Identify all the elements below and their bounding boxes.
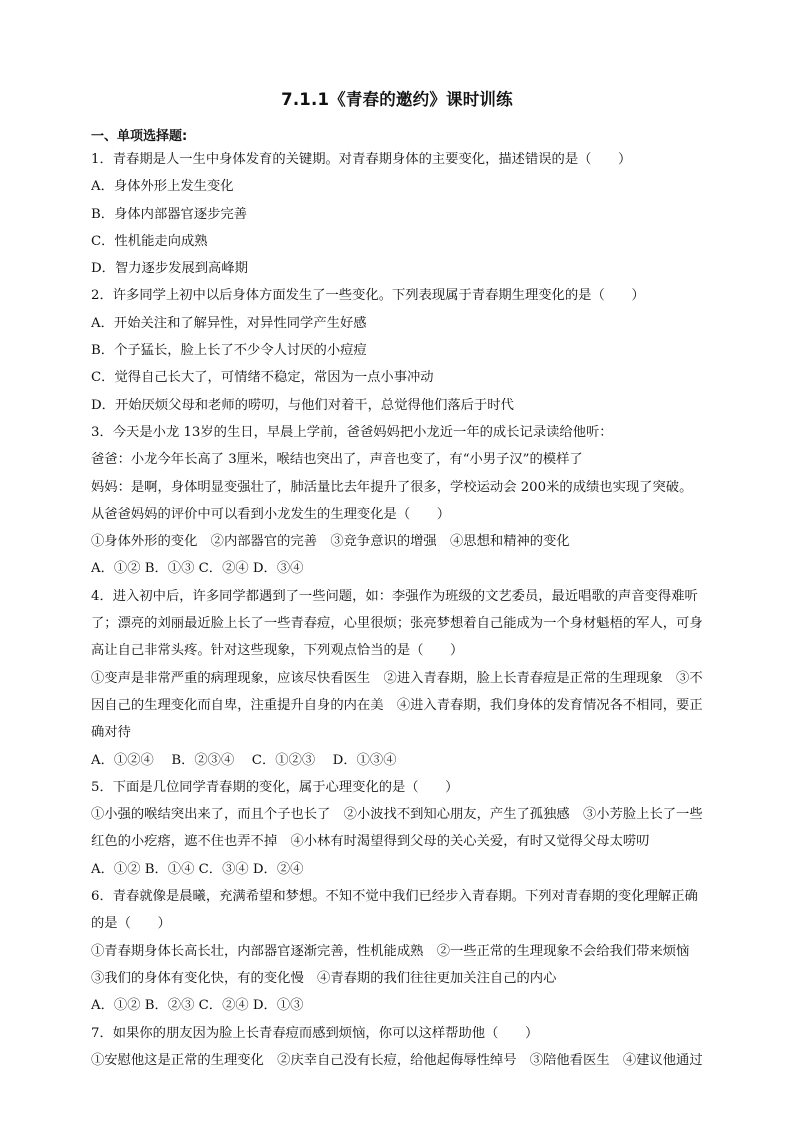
text-line: ①小强的喉结突出来了，而且个子也长了 ②小波找不到知心朋友，产生了孤独感 ③小芳脸上长了一些 (91, 807, 703, 823)
text-line: 5．下面是几位同学青春期的变化，属于心理变化的是（ ） (91, 779, 459, 795)
text-line: 妈妈：是啊，身体明显变强壮了，肺活量比去年提升了很多，学校运动会 200米的成绩也实现了突破。 (91, 479, 693, 495)
text-line: C．性机能走向成熟 (91, 233, 208, 249)
text-line: A．①②④ B．②③④ C．①②③ D．①③④ (91, 752, 397, 768)
text-line: 的是（ ） (91, 916, 171, 932)
text-line: 7．如果你的朋友因为脸上长青春痘而感到烦恼，你可以这样帮助他（ ） (91, 1025, 539, 1041)
section-heading: 一、单项选择题: (91, 129, 188, 144)
text-line: 6．青春就像是晨曦，充满希望和梦想。不知不觉中我们已经步入青春期。下列对青春期的变化理解正确 (91, 889, 698, 905)
text-line: 1．青春期是人一生中身体发育的关键期。对青春期身体的主要变化，描述错误的是（ ） (91, 152, 632, 167)
text-line: A．①② B．①④ C．③④ D．②④ (91, 861, 304, 877)
text-line: A．①② B．②③ C．②④ D．①③ (91, 998, 304, 1014)
text-line: ①安慰他这是正常的生理变化 ②庆幸自己没有长痘，给他起侮辱性绰号 ③陪他看医生 ④建议他通过 (91, 1052, 703, 1068)
text-line: A．①② B．①③ C．②④ D．③④ (91, 561, 304, 577)
text-line: 确对待 (91, 725, 131, 741)
text-line: 3．今天是小龙 13岁的生日，早晨上学前，爸爸妈妈把小龙近一年的成长记录读给他听： (91, 424, 613, 440)
text-line: B．个子猛长，脸上长了不少令人讨厌的小痘痘 (91, 343, 367, 359)
text-line: ①变声是非常严重的病理现象，应该尽快看医生 ②进入青春期，脸上长青春痘是正常的生理现象 ③不 (91, 670, 703, 686)
text-line: 红色的小疙瘩，遮不住也弄不掉 ④小林有时渴望得到父母的关心关爱，有时又觉得父母太唠叨 (91, 834, 650, 850)
document-title: 7.1.1《青春的邀约》课时训练 (281, 90, 513, 109)
text-line: A．身体外形上发生变化 (91, 179, 234, 195)
text-line: C．觉得自己长大了，可情绪不稳定，常因为一点小事冲动 (91, 370, 434, 386)
text-line: 从爸爸妈妈的评价中可以看到小龙发生的生理变化是（ ） (91, 506, 451, 522)
text-line: 2．许多同学上初中以后身体方面发生了一些变化。下列表现属于青春期生理变化的是（ ） (91, 288, 645, 304)
text-line: ①青春期身体长高长壮，内部器官逐渐完善，性机能成熟 ②一些正常的生理现象不会给我们带来烦恼 (91, 943, 690, 959)
text-line: 因自己的生理变化而自卑，注重提升自身的内在美 ④进入青春期，我们身体的发育情况各不相同，要正 (91, 697, 703, 713)
text-line: D．智力逐步发展到高峰期 (91, 261, 248, 277)
text-line: 爸爸：小龙今年长高了 3厘米，喉结也突出了，声音也变了，有“小男子汉”的模样了 (91, 452, 583, 468)
text-line: 了；漂亮的刘丽最近脸上长了一些青春痘，心里很烦；张亮梦想着自己能成为一个身材魁梧的军人，可身 (91, 616, 703, 632)
question-content (91, 146, 741, 1074)
text-line: B．身体内部器官逐步完善 (91, 206, 248, 222)
text-line: ③我们的身体有变化快，有的变化慢 ④青春期的我们往往更加关注自己的内心 (91, 970, 557, 986)
text-line: D．开始厌烦父母和老师的唠叨，与他们对着干，总觉得他们落后于时代 (91, 397, 514, 413)
text-line: ①身体外形的变化 ②内部器官的完善 ③竞争意识的增强 ④思想和精神的变化 (91, 534, 570, 550)
text-line: 4．进入初中后，许多同学都遇到了一些问题，如：李强作为班级的文艺委员，最近唱歌的声音变得难听 (91, 588, 698, 604)
text-line: 高让自己非常头疼。针对这些现象，下列观点恰当的是（ ） (91, 643, 464, 659)
text-line: A．开始关注和了解异性，对异性同学产生好感 (91, 315, 367, 331)
